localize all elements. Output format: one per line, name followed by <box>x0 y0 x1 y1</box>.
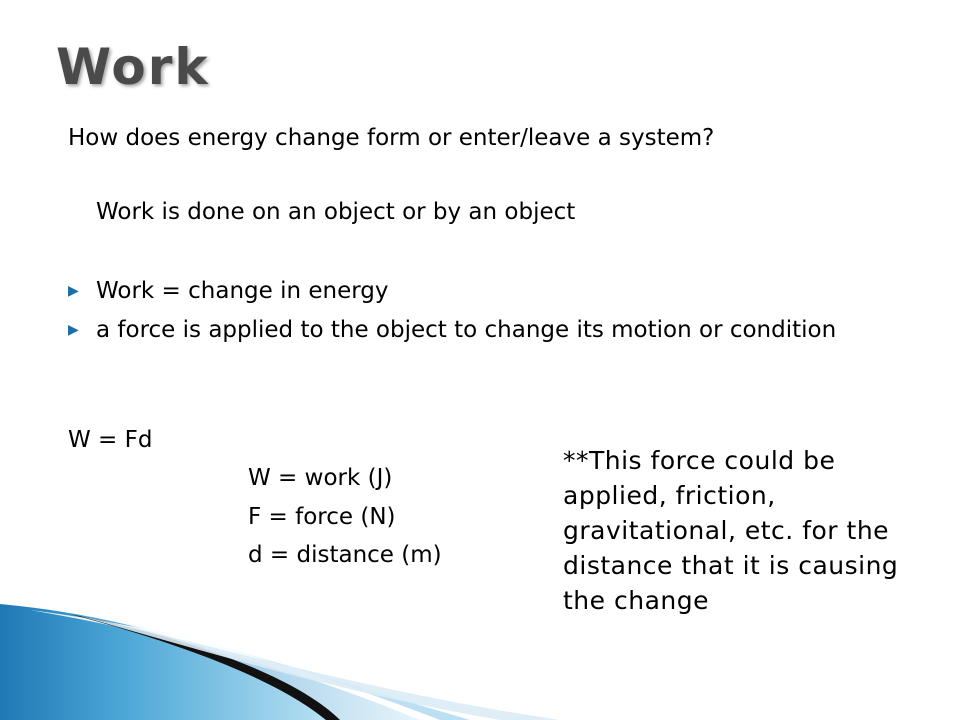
definition-work: W = work (J) <box>248 465 393 491</box>
definition-distance: d = distance (m) <box>248 542 442 568</box>
force-note: **This force could be applied, friction, gravitational, etc. for the distance that it is causing the change <box>563 446 899 615</box>
bullet-text: Work = change in energy <box>96 278 389 304</box>
definition-force: F = force (N) <box>248 504 396 530</box>
bullet-item <box>68 316 898 378</box>
slide-title: Work <box>56 38 210 96</box>
bullet-item <box>68 277 888 309</box>
work-statement: Work is done on an object or by an object <box>96 199 576 225</box>
work-formula: W = Fd <box>68 427 153 453</box>
question-text: How does energy change form or enter/leave a system? <box>68 125 715 151</box>
bullet-text: a force is applied to the object to change its motion or condition <box>96 317 837 343</box>
triangle-right-icon: ▶ <box>68 283 79 299</box>
triangle-right-icon: ▶ <box>68 322 79 338</box>
